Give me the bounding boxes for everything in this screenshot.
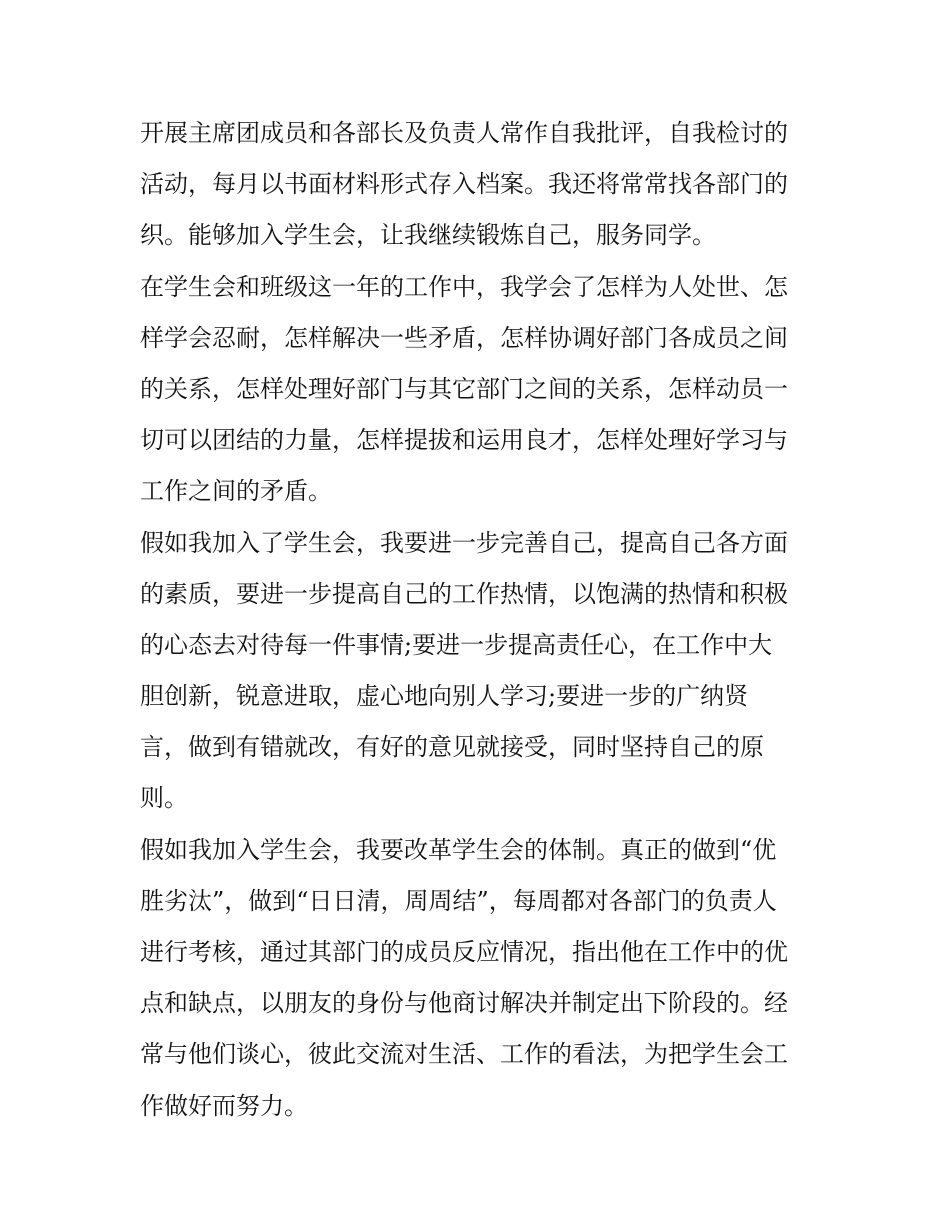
text-line: 开展主席团成员和各部长及负责人常作自我批评，自我检讨的 — [140, 119, 788, 147]
text-line: 进行考核，通过其部门的成员反应情况，指出他在工作中的优 — [140, 938, 788, 966]
text-line: 切可以团结的力量，怎样提拔和运用良才，怎样处理好学习与 — [140, 426, 788, 455]
text-line: 常与他们谈心，彼此交流对生活、工作的看法，为把学生会工 — [140, 1040, 788, 1069]
body-text — [140, 108, 830, 1132]
text-line: 胜劣汰”，做到“日日清，周周结”，每周都对各部门的负责人 — [140, 886, 777, 915]
text-line: 点和缺点，以朋友的身份与他商讨解决并制定出下阶段的。经 — [140, 989, 788, 1018]
text-line: 样学会忍耐，怎样解决一些矛盾，怎样协调好部门各成员之间 — [140, 323, 788, 352]
text-line: 假如我加入了学生会，我要进一步完善自己，提高自己各方面 — [140, 528, 788, 557]
text-line: 言，做到有错就改，有好的意见就接受，同时坚持自己的原 — [140, 733, 764, 762]
text-line: 作做好而努力。 — [140, 1091, 308, 1120]
text-line: 的心态去对待每一件事情;要进一步提高责任心，在工作中大 — [140, 630, 773, 659]
text-line: 织。能够加入学生会，让我继续锻炼自己，服务同学。 — [140, 221, 716, 250]
text-line: 则。 — [140, 784, 188, 813]
text-line: 活动，每月以书面材料形式存入档案。我还将常常找各部门的 — [140, 170, 788, 199]
text-line: 工作之间的矛盾。 — [140, 477, 332, 506]
text-line: 胆创新，锐意进取，虚心地向别人学习;要进一步的广纳贤 — [140, 682, 749, 711]
text-line: 假如我加入学生会，我要改革学生会的体制。真正的做到“优 — [140, 835, 777, 864]
text-line: 在学生会和班级这一年的工作中，我学会了怎样为人处世、怎 — [140, 272, 788, 301]
text-line: 的素质，要进一步提高自己的工作热情，以饱满的热情和积极 — [140, 579, 788, 608]
text-line: 的关系，怎样处理好部门与其它部门之间的关系，怎样动员一 — [140, 374, 788, 403]
